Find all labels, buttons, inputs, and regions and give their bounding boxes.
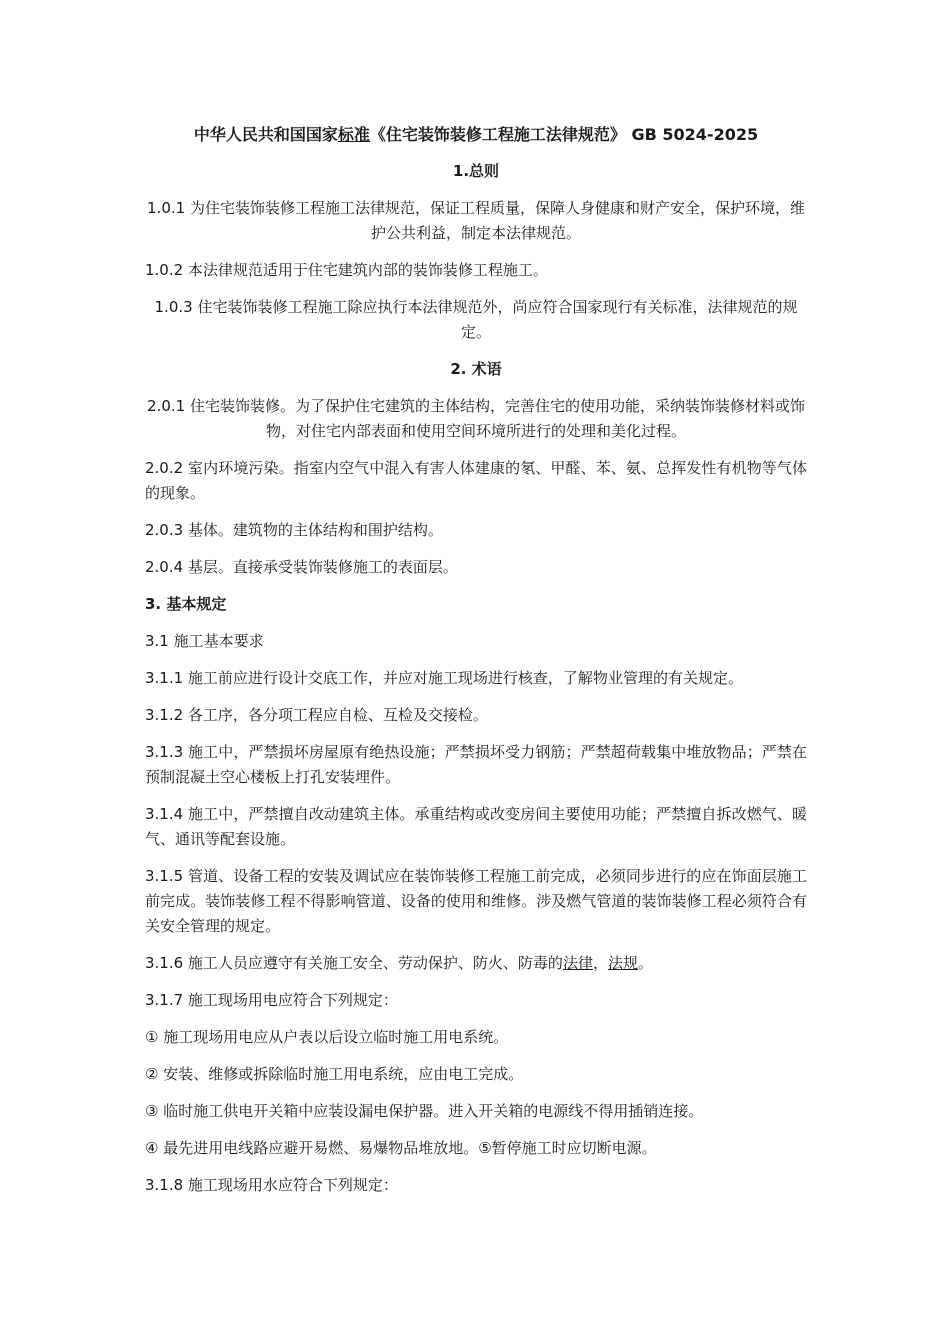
clause-1-0-3: 1.0.3 住宅装饰装修工程施工除应执行本法律规范外，尚应符合国家现行有关标准，法律规范的规定。 — [154, 298, 798, 341]
clause-3-1-6 — [145, 951, 807, 976]
title-text-rest: 《住宅装饰装修工程施工法律规范》 GB 5024-2025 — [369, 125, 759, 144]
document-title — [145, 122, 807, 147]
title-standard-link[interactable]: 标准 — [337, 125, 370, 144]
list-item-1: ① 施工现场用电应从户表以后设立临时施工用电系统。 — [145, 1028, 509, 1046]
period: 。 — [637, 954, 653, 972]
list-item-4: ④ 最先进用电线路应避开易燃、易爆物品堆放地。⑤暂停施工时应切断电源。 — [145, 1139, 657, 1157]
clause-1-0-2: 1.0.2 本法律规范适用于住宅建筑内部的装饰装修工程施工。 — [145, 261, 548, 279]
list-item-2: ② 安装、维修或拆除临时施工用电系统，应由电工完成。 — [145, 1065, 524, 1083]
section-3-heading: 3. 基本规定 — [145, 595, 227, 613]
clause-1-0-1: 1.0.1 为住宅装饰装修工程施工法律规范，保证工程质量，保障人身健康和财产安全，保护环境，维护公共利益，制定本法律规范。 — [147, 199, 805, 242]
law-link[interactable]: 法律 — [562, 954, 593, 972]
clause-3-1-2: 3.1.2 各工序，各分项工程应自检、互检及交接检。 — [145, 706, 488, 724]
clause-3-1-3: 3.1.3 施工中，严禁损坏房屋原有绝热设施；严禁损坏受力钢筋；严禁超荷载集中堆放物品；严禁在预制混凝土空心楼板上打孔安装埋件。 — [145, 743, 807, 786]
clause-3-1-4: 3.1.4 施工中，严禁擅自改动建筑主体。承重结构或改变房间主要使用功能；严禁擅自拆改燃气、暖气、通讯等配套设施。 — [145, 805, 807, 848]
clause-2-0-2: 2.0.2 室内环境污染。指室内空气中混入有害人体建康的氡、甲醛、苯、氨、总挥发性有机物等气体的现象。 — [145, 459, 807, 502]
clause-3-1-1: 3.1.1 施工前应进行设计交底工作，并应对施工现场进行核查，了解物业管理的有关规定。 — [145, 669, 743, 687]
section-1-heading: 1.总则 — [452, 162, 500, 180]
clause-3-1-5: 3.1.5 管道、设备工程的安装及调试应在装饰装修工程施工前完成，必须同步进行的应在饰面层施工前完成。装饰装修工程不得影响管道、设备的使用和维修。涉及燃气管道的装饰装修工程必须符合有关安全管理的规定。 — [145, 867, 807, 935]
clause-2-0-4: 2.0.4 基层。直接承受装饰装修施工的表面层。 — [145, 558, 458, 576]
section-2-heading: 2. 术语 — [450, 360, 502, 378]
regulation-link[interactable]: 法规 — [607, 954, 638, 972]
document-body — [145, 122, 807, 1210]
title-text: 中华人民共和国国家 — [193, 125, 338, 144]
clause-2-0-3: 2.0.3 基体。建筑物的主体结构和围护结构。 — [145, 521, 443, 539]
separator: ， — [592, 954, 608, 972]
clause-3-1-8: 3.1.8 施工现场用水应符合下列规定： — [145, 1176, 398, 1194]
clause-2-0-1: 2.0.1 住宅装饰装修。为了保护住宅建筑的主体结构，完善住宅的使用功能，采纳装饰装修材料或饰物，对住宅内部表面和使用空间环境所进行的处理和美化过程。 — [147, 397, 805, 440]
clause-3-1-7: 3.1.7 施工现场用电应符合下列规定： — [145, 991, 398, 1009]
clause-3-1: 3.1 施工基本要求 — [145, 632, 264, 650]
clause-3-1-6-text: 3.1.6 施工人员应遵守有关施工安全、劳动保护、防火、防毒的 — [145, 954, 563, 972]
list-item-3: ③ 临时施工供电开关箱中应装设漏电保护器。进入开关箱的电源线不得用插销连接。 — [145, 1102, 704, 1120]
